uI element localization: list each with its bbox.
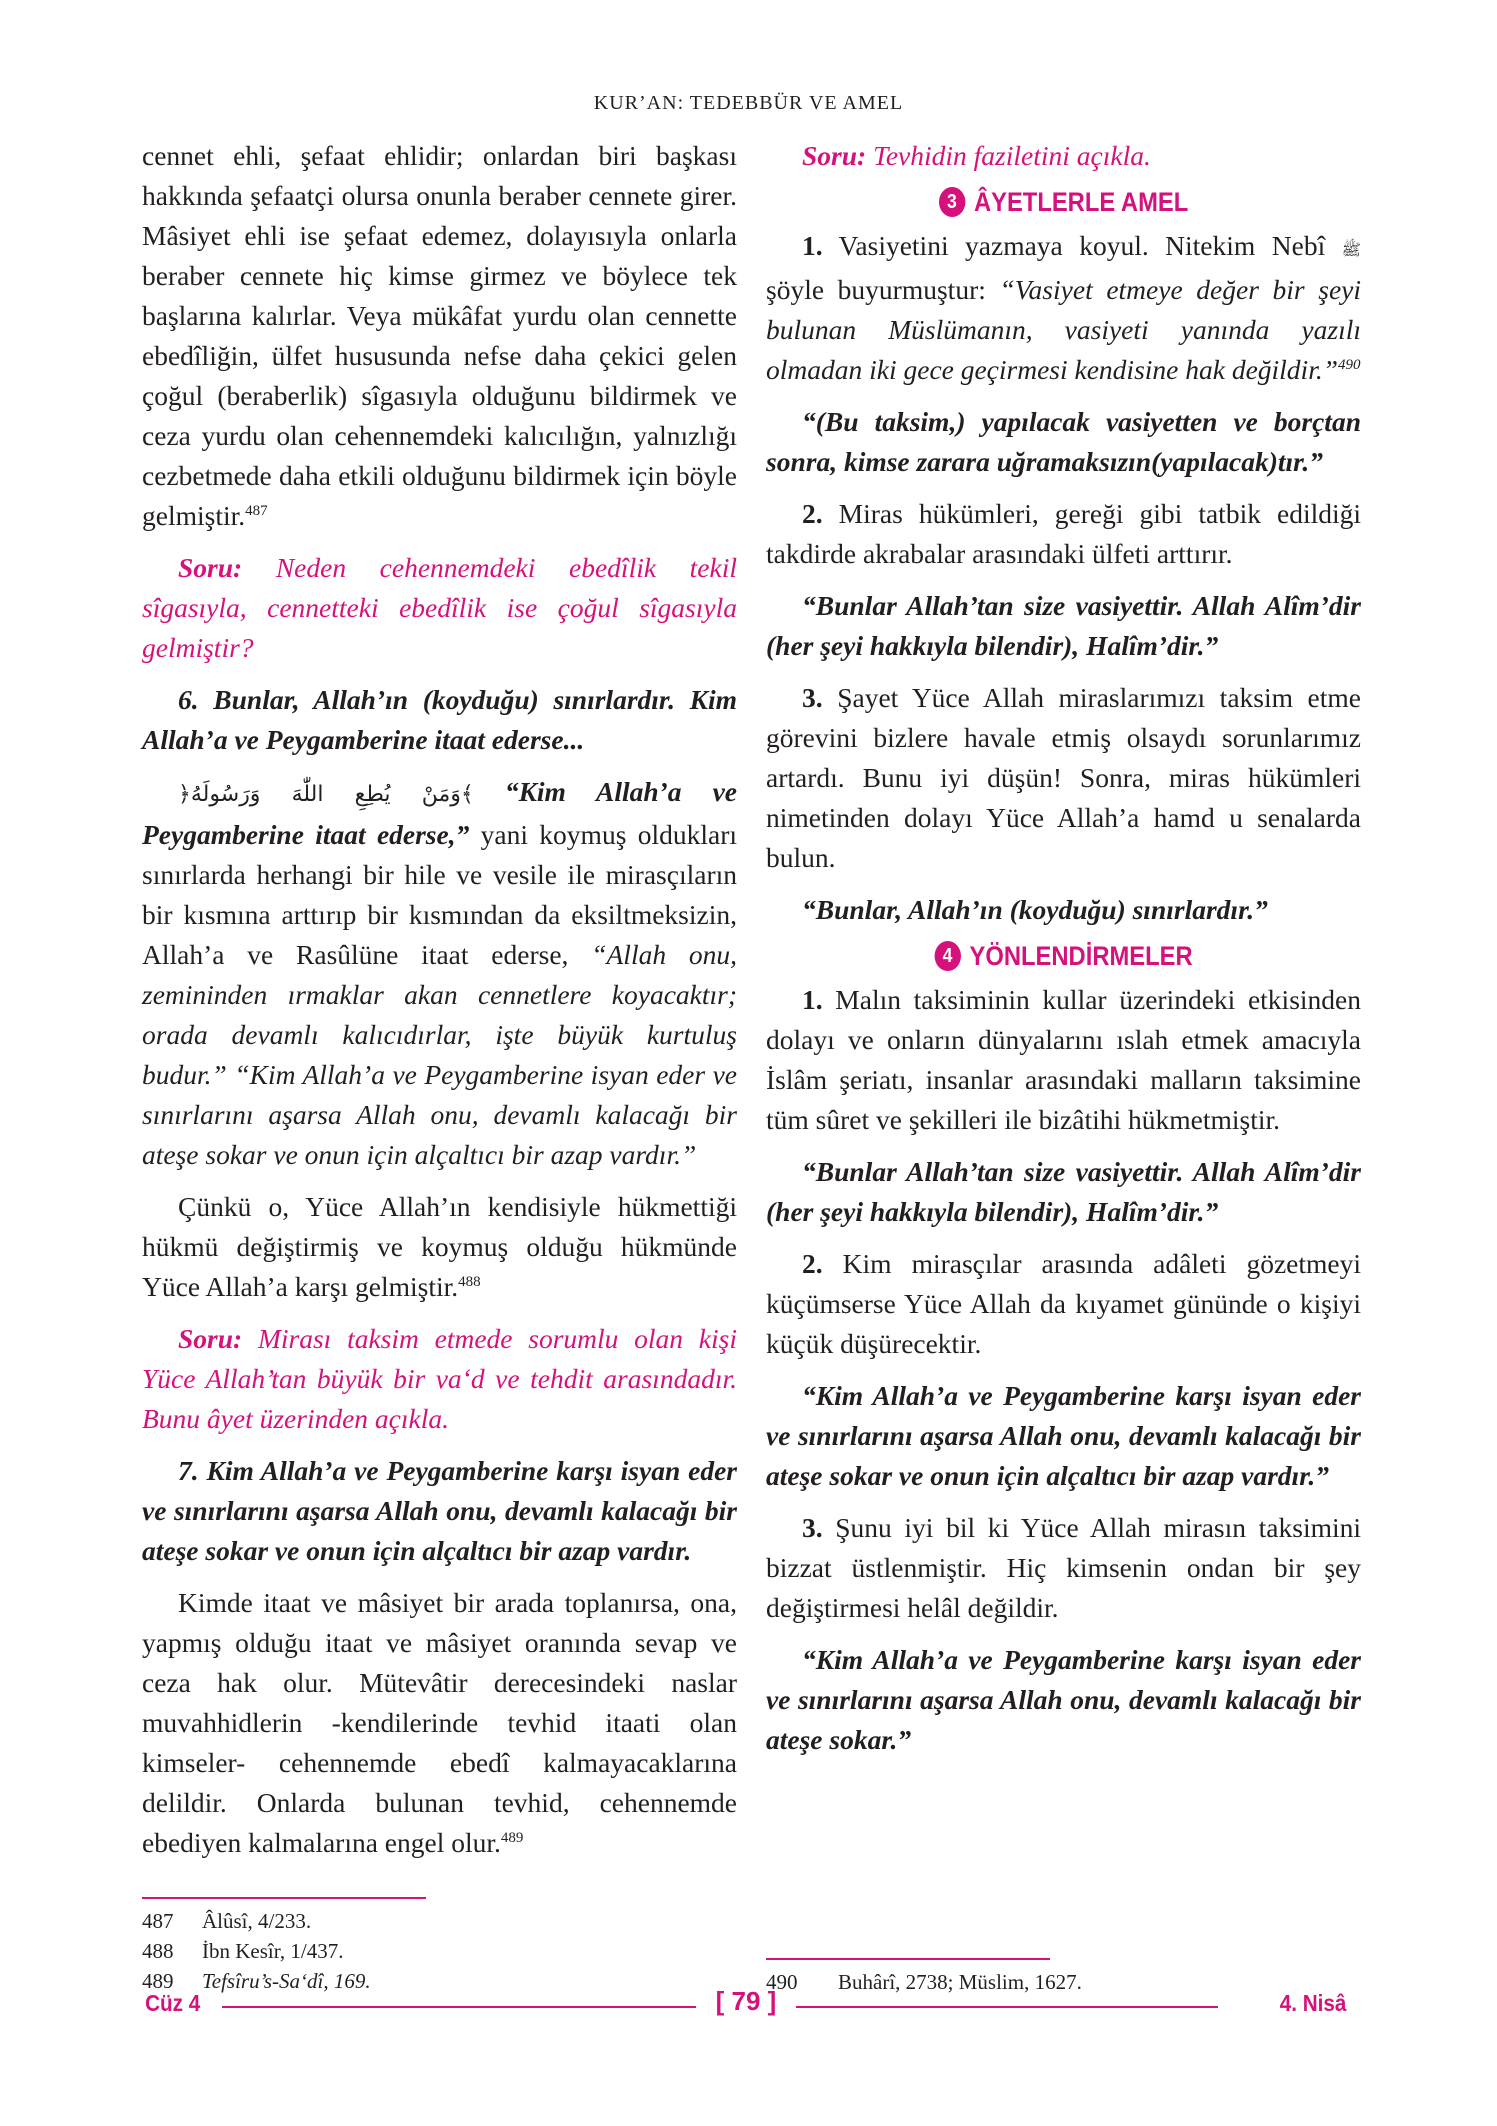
- section-heading-ayetlerle-amel: [802, 182, 1326, 222]
- item-number: 1.: [802, 230, 823, 261]
- footnotes-left: [142, 1906, 642, 1996]
- paragraph-text: Kimde itaat ve mâsiyet bir arada toplanırsa, ona, yapmış olduğu itaat ve mâsiyet oranında sevap ve ceza hak olur. Mütevâtir derecesindeki naslar muvahhidlerin -kendilerinde tevhid itaati olan kimseler- cehennemde ebedî kalmayacaklarına delildir. Onlarda bulunan tevhid, cehennemde ebediyen kalmalarına engel olur.: [142, 1587, 737, 1858]
- paragraph: [142, 136, 737, 536]
- left-column: [142, 136, 737, 1863]
- footnote-text: İbn Kesîr, 1/437.: [202, 1939, 344, 1963]
- paragraph-text: Malın taksiminin kullar üzerindeki etkisinden dolayı ve onların dünyalarını ıslah etmek amacıyla İslâm şeriatı, insanlar arasındaki malların taksimine tüm sûret ve şekilleri ile bizâtihi hükmetmiştir.: [766, 984, 1361, 1135]
- footnote-number: 487: [142, 1909, 174, 1933]
- item-number: 3.: [802, 1512, 823, 1543]
- salawat-glyph: ﷺ: [1341, 240, 1361, 259]
- question-label: Soru:: [178, 552, 243, 583]
- paragraph-text: Şayet Yüce Allah miraslarımızı taksim etme görevini bizlere havale etmiş olsaydı sorunlarımız artardı. Bunu iyi düşün! Sonra, miras hükümleri nimetinden dolayı Yüce Allah’a hamd u senalarda bulun.: [766, 682, 1361, 873]
- footnote: [142, 1906, 642, 1936]
- paragraph: [766, 980, 1361, 1140]
- verse-quote: “(Bu taksim,) yapılacak vasiyetten ve borçtan sonra, kimse zarara uğramaksızın(yapılacak)tır.”: [766, 406, 1361, 477]
- paragraph: [142, 1583, 737, 1863]
- paragraph-text: Vasiyetini yazmaya koyul. Nitekim Nebî: [838, 230, 1326, 261]
- verse-quote: “Bunlar Allah’tan size vasiyettir. Allah Alîm’dir (her şeyi hakkıyla bilendir), Halîm’dir.”: [766, 1156, 1361, 1227]
- verse-heading: 7. Kim Allah’a ve Peygamberine karşı isyan eder ve sınırlarını aşarsa Allah onu, devamlı kalacağı bir ateşe sokar ve onun için alçaltıcı bir azap vardır.: [142, 1455, 737, 1566]
- footnote: [766, 1967, 1326, 1997]
- paragraph: [766, 678, 1361, 878]
- footnotes-right: [766, 1967, 1326, 1997]
- question-label: Soru:: [802, 140, 867, 171]
- question-text: Neden cehennemdeki ebedîlik tekil sîgasıyla, cennetteki ebedîlik ise çoğul sîgasıyla gelmiştir?: [142, 552, 737, 663]
- arabic-verse: ﴿وَمَنْ يُطِعِ اللّٰهَ وَرَسُولَهُ﴾: [178, 782, 474, 807]
- footer-juz: Cüz 4: [145, 1990, 201, 2016]
- paragraph: [142, 772, 737, 1175]
- verse-heading: 6. Bunlar, Allah’ın (koyduğu) sınırlardır. Kim Allah’a ve Peygamberine itaat ederse...: [142, 684, 737, 755]
- item-number: 2.: [802, 498, 823, 529]
- footnote-number: 490: [766, 1970, 798, 1994]
- footnote-number: 488: [142, 1939, 174, 1963]
- verse-quote-italic: “Allah onu, zemininden ırmaklar akan cennetlere koyacaktır; orada devamlı kalıcıdırlar, işte büyük kurtuluş budur.” “Kim Allah’a ve Peygamberine isyan eder ve sınırlarını aşarsa Allah onu, devamlı kalacağı bir ateşe sokar ve onun için alçaltıcı bir azap vardır.”: [142, 939, 738, 1170]
- section-number-badge: 3: [939, 187, 965, 217]
- question: [142, 1319, 737, 1439]
- verse-quote: “Kim Allah’a ve Peygamberine karşı isyan eder ve sınırlarını aşarsa Allah onu, devamlı kalacağı bir ateşe sokar ve onun için alçaltıcı bir azap vardır.”: [766, 1380, 1361, 1491]
- right-column: [766, 136, 1361, 1760]
- footer-surah: 4. Nisâ: [1279, 1990, 1347, 2016]
- paragraph: [766, 1508, 1361, 1628]
- footnote-text: Tefsîru’s-Sa‘dî, 169.: [202, 1969, 371, 1993]
- verse-quote: “Kim Allah’a ve Peygamberine itaat ederse,”: [142, 776, 738, 850]
- footer-rule-left: [222, 2006, 696, 2008]
- footnote-ref: 488: [458, 1273, 481, 1290]
- section-number-badge: 4: [934, 941, 960, 971]
- question-text: Tevhidin faziletini açıkla.: [873, 140, 1151, 171]
- section-heading-yonlendirmeler: [802, 936, 1326, 976]
- footnote-number: 489: [142, 1969, 174, 1993]
- paragraph-text: Miras hükümleri, gereği gibi tatbik edildiği takdirde akrabalar arasındaki ülfeti arttırır.: [766, 498, 1362, 569]
- question: [766, 136, 1361, 176]
- question: [142, 548, 737, 668]
- paragraph: [766, 1244, 1361, 1364]
- paragraph-text: Kim mirasçılar arasında adâleti gözetmeyi küçümserse Yüce Allah da kıyamet gününde o kişiyi küçük düşürecektir.: [766, 1248, 1362, 1359]
- footer-rule-right: [796, 2006, 1218, 2008]
- paragraph: [142, 1187, 737, 1307]
- hadith-quote: “Vasiyet etmeye değer bir şeyi bulunan Müslümanın, vasiyeti yanında yazılı olmadan iki gece geçirmesi kendisine hak değildir.”: [766, 274, 1361, 385]
- paragraph-text: Şunu iyi bil ki Yüce Allah mirasın taksimini bizzat üstlenmiştir. Hiç kimsenin ondan bir şey değiştirmesi helâl değildir.: [766, 1512, 1362, 1623]
- item-number: 1.: [802, 984, 823, 1015]
- footnote-rule: [142, 1897, 426, 1899]
- section-title: ÂYETLERLE AMEL: [973, 186, 1189, 217]
- item-number: 3.: [802, 682, 823, 713]
- running-header: KUR’AN: TEDEBBÜR VE AMEL: [593, 92, 904, 114]
- paragraph: [766, 226, 1361, 390]
- question-label: Soru:: [178, 1323, 243, 1354]
- footnote-ref: 490: [1338, 356, 1361, 373]
- footnote: [142, 1966, 642, 1996]
- verse-quote: “Kim Allah’a ve Peygamberine karşı isyan eder ve sınırlarını aşarsa Allah onu, devamlı kalacağı bir ateşe sokar.”: [766, 1644, 1361, 1755]
- paragraph-text: şöyle buyurmuştur:: [766, 274, 986, 305]
- page-number: [ 79 ]: [715, 1986, 777, 2016]
- paragraph-text: yani koymuş oldukları sınırlarda herhangi bir hile ve vesile ile mirasçıların bir kısmına arttırıp bir kısmından da eksiltmeksizin, Allah’a ve Rasûlüne itaat ederse,: [142, 819, 737, 970]
- paragraph: [766, 494, 1361, 574]
- footnote-rule: [766, 1958, 1050, 1960]
- footnote-text: Buhârî, 2738; Müslim, 1627.: [838, 1970, 1082, 1994]
- verse-quote: “Bunlar Allah’tan size vasiyettir. Allah Alîm’dir (her şeyi hakkıyla bilendir), Halîm’dir.”: [766, 590, 1361, 661]
- item-number: 2.: [802, 1248, 823, 1279]
- section-title: YÖNLENDİRMELER: [969, 940, 1193, 971]
- footnote-ref: 489: [500, 1829, 524, 1846]
- question-text: Mirası taksim etmede sorumlu olan kişi Yüce Allah’tan büyük bir va‘d ve tehdit arasındadır. Bunu âyet üzerinden açıkla.: [142, 1323, 737, 1434]
- footnote: [142, 1936, 642, 1966]
- footnote-ref: 487: [245, 502, 268, 519]
- verse-quote: “Bunlar, Allah’ın (koyduğu) sınırlardır.”: [802, 894, 1268, 925]
- paragraph-text: cennet ehli, şefaat ehlidir; onlardan biri başkası hakkında şefaatçi olursa onunla beraber cennete girer. Mâsiyet ehli ise şefaat edemez, dolayısıyla onlarla beraber cennete hiç kimse girmez ve böylece tek başlarına kalırlar. Veya mükâfat yurdu olan cennette ebedîliğin, ülfet hususunda nefse daha çekici gelen çoğul (beraberlik) sîgasıyla olduğunu bildirmek ve ceza yurdu olan cehennemdeki kalıcılığın, yalnızlığı cezbetmede daha etkili olduğunu bildirmek için böyle gelmiştir.: [142, 140, 737, 531]
- paragraph-text: Çünkü o, Yüce Allah’ın kendisiyle hükmettiği hükmü değiştirmiş ve koymuş olduğu hükmünde Yüce Allah’a karşı gelmiştir.: [142, 1191, 737, 1302]
- footnote-text: Âlûsî, 4/233.: [202, 1909, 312, 1933]
